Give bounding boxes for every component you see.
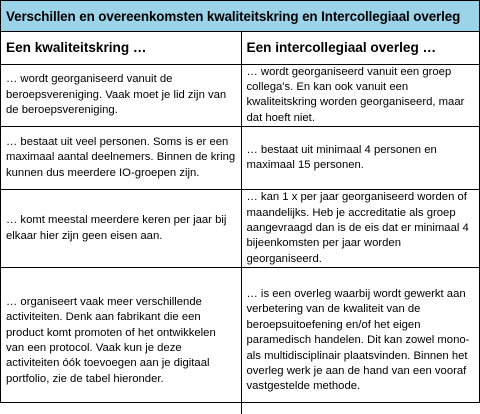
comparison-table (1, 32, 479, 414)
table-cell-intercollegiaal-overleg: … is een overleg waarbij wordt gewerkt aan verbetering van de kwaliteit van de beroepsuitoefening en/of het eigen paramedisch handelen. Dit kan zowel mono- als multidisciplinair plaatsvinden. Binnen het overleg werk je aan de hand van een vooraf vastgestelde methode. (246, 287, 470, 393)
table-cell-intercollegiaal-overleg: … bestaat uit minimaal 4 personen en maximaal 15 personen. (241, 127, 479, 190)
column-header-intercollegiaal-overleg: Een intercollegiaal overleg … (241, 32, 479, 64)
table-cell-kwaliteitskring: … komt meestal meerdere keren per jaar bij elkaar hier zijn geen eisen aan. (1, 190, 241, 268)
table-row (1, 268, 479, 414)
table-cell-kwaliteitskring: … bestaat uit veel personen. Soms is er een maximaal aantal deelnemers. Binnen de kring kunnen dus meerdere IO-groepen zijn. (1, 127, 241, 190)
table-cell-kwaliteitskring: … wordt georganiseerd vanuit de beroepsvereniging. Vaak moet je lid zijn van de beroepsvereniging. (1, 64, 241, 127)
table-title: Verschillen en overeenkomsten kwaliteitskring en Intercollegiaal overleg (1, 1, 479, 32)
table-row (1, 64, 479, 127)
table-header-row (1, 32, 479, 64)
table-cell-intercollegiaal-overleg: … kan 1 x per jaar georganiseerd worden of maandelijks. Heb je accreditatie als groep aangevraagd dan is de eis dat er minimaal 4 bijeenkomsten per jaar worden georganiseerd. (241, 190, 479, 268)
table-row (1, 190, 479, 268)
table-cell-intercollegiaal-overleg: … wordt georganiseerd vanuit een groep collega's. En kan ook vanuit een kwaliteitskring worden georganiseerd, maar dat hoeft niet. (241, 64, 479, 127)
table-row (1, 127, 479, 190)
column-header-kwaliteitskring: Een kwaliteitskring … (1, 32, 241, 64)
table-cell-kwaliteitskring: … organiseert vaak meer verschillende activiteiten. Denk aan fabrikant die een product komt promoten of het ontwikkelen van een protocol. Vaak kun je deze activiteiten óók toevoegen aan je digitaal portfolio, zie de tabel hieronder. (1, 268, 241, 414)
